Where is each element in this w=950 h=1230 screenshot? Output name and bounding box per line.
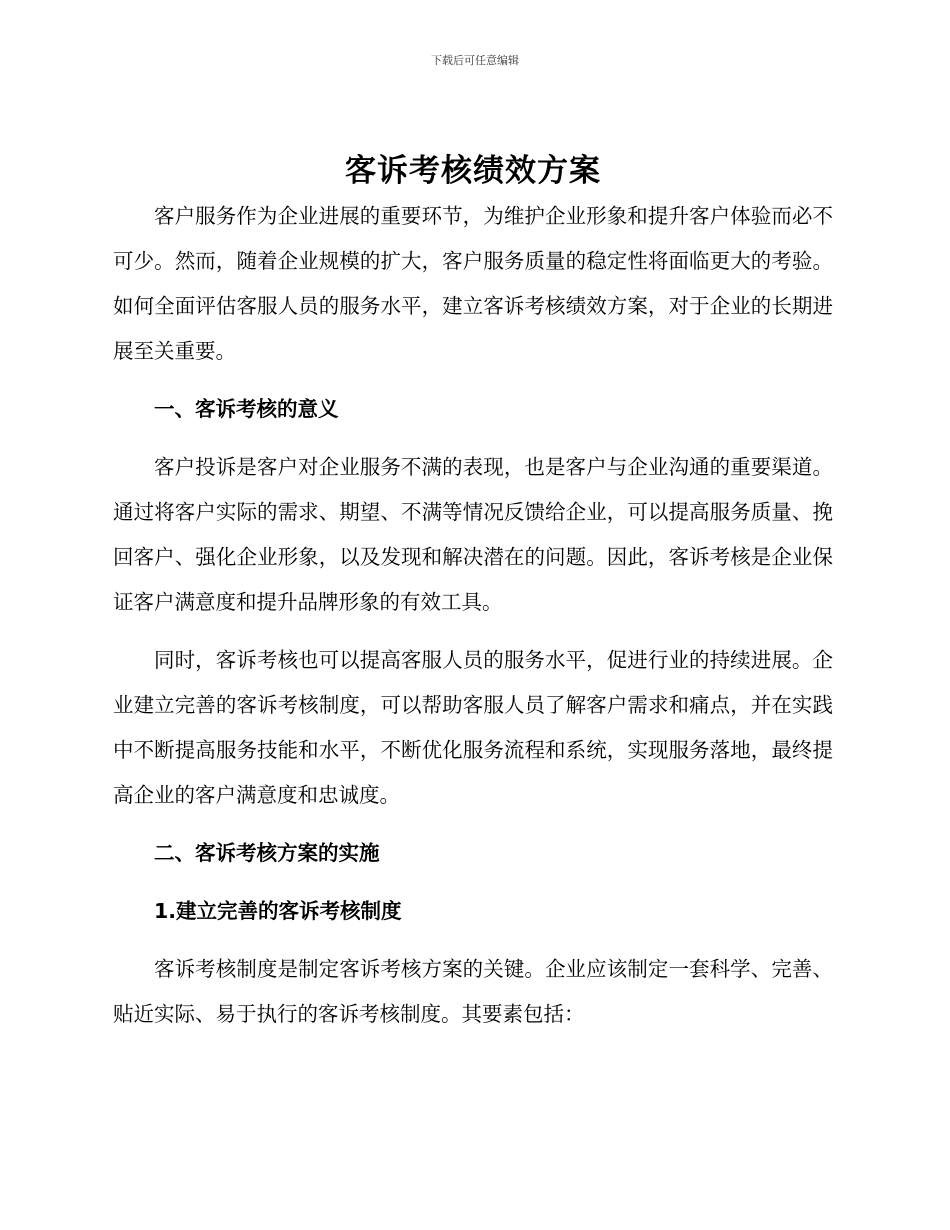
page-header-note: 下载后可任意编辑 xyxy=(431,54,519,67)
subsection-heading-system: 1.建立完善的客诉考核制度 xyxy=(154,899,402,923)
spacer xyxy=(113,432,833,445)
section-heading-significance: 一、客诉考核的意义 xyxy=(154,397,339,421)
spacer xyxy=(113,934,833,947)
spacer xyxy=(113,374,833,387)
paragraph-system-elements: 客诉考核制度是制定客诉考核方案的关键。企业应该制定一套科学、完善、贴近实际、易于执行的客诉考核制度。其要素包括： xyxy=(113,957,833,1026)
document-body xyxy=(113,148,833,1037)
document-title: 客诉考核绩效方案 xyxy=(345,153,601,189)
paragraph-complaint-channel: 客户投诉是客户对企业服务不满的表现，也是客户与企业沟通的重要渠道。通过将客户实际的需求、期望、不满等情况反馈给企业，可以提高服务质量、挽回客户、强化企业形象，以及发现和解决潜在的问题。因此，客诉考核是企业保证客户满意度和提升品牌形象的有效工具。 xyxy=(113,455,833,614)
intro-paragraph: 客户服务作为企业进展的重要环节，为维护企业形象和提升客户体验而必不可少。然而，随着企业规模的扩大，客户服务质量的稳定性将面临更大的考验。如何全面评估客服人员的服务水平，建立客诉考核绩效方案，对于企业的长期进展至关重要。 xyxy=(113,204,833,363)
spacer xyxy=(113,625,833,638)
paragraph-service-level: 同时，客诉考核也可以提高客服人员的服务水平，促进行业的持续进展。企业建立完善的客诉考核制度，可以帮助客服人员了解客户需求和痛点，并在实践中不断提高服务技能和水平，不断优化服务流程和系统，实现服务落地，最终提高企业的客户满意度和忠诚度。 xyxy=(113,648,833,807)
spacer xyxy=(113,876,833,889)
section-heading-implementation: 二、客诉考核方案的实施 xyxy=(154,841,380,865)
spacer xyxy=(113,818,833,831)
